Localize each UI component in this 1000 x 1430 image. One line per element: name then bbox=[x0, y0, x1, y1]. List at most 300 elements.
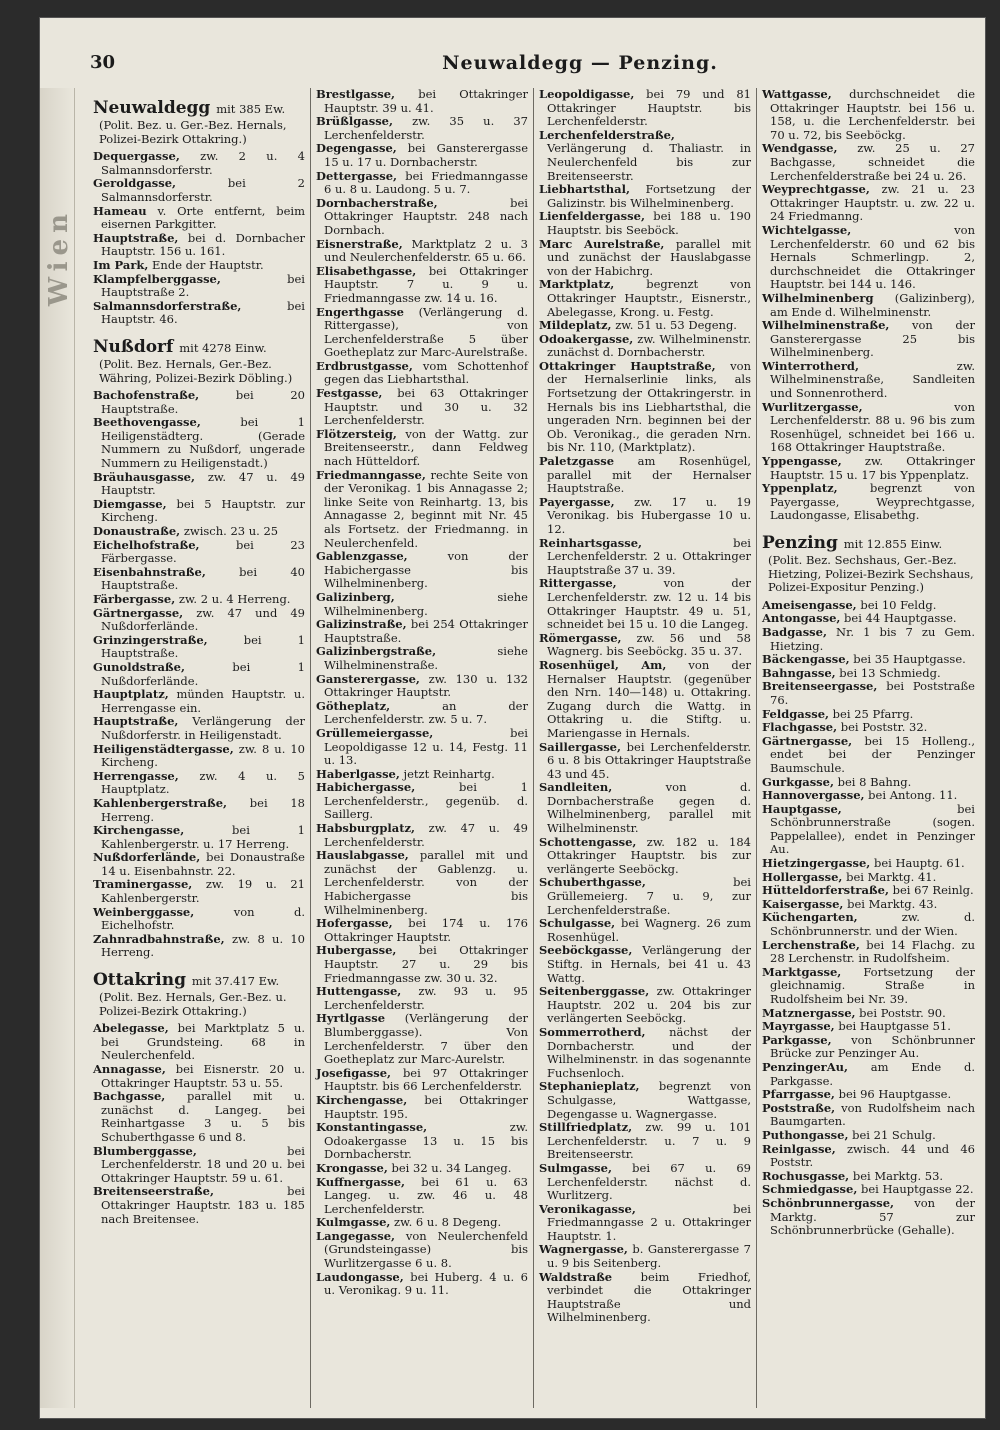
street-description: von der Gansterergasse 25 bis Wilhelminenberg. bbox=[770, 318, 975, 360]
street-description: zw. 56 und 58 Wagnerg. bis Seeböckg. 35 u. 37. bbox=[547, 630, 751, 659]
street-entry bbox=[93, 933, 305, 960]
street-description: am Rosenhügel, parallel mit der Hernalser Hauptstraße. bbox=[547, 454, 751, 496]
street-description: zw. 8 u. 10 Herreng. bbox=[101, 931, 305, 960]
street-name: Dornbacherstraße, bbox=[316, 195, 438, 210]
street-name: Winterrotherd, bbox=[762, 358, 859, 373]
street-entry bbox=[762, 966, 975, 1007]
street-name: Weyprechtgasse, bbox=[762, 182, 870, 197]
street-name: Eichelhofstraße, bbox=[93, 537, 200, 552]
street-name: Haberlgasse, bbox=[316, 766, 400, 781]
street-name: Josefigasse, bbox=[316, 1065, 392, 1080]
street-description: bei Lerchenfelderstr. 2 u. Ottakringer Hauptstraße 37 u. 39. bbox=[547, 535, 751, 577]
street-name: Eisenbahnstraße, bbox=[93, 564, 206, 579]
street-description: zw. 21 u. 23 Ottakringer Hauptstr. u. zw. 22 u. 24 Friedmanng. bbox=[770, 182, 975, 224]
street-entry bbox=[539, 537, 751, 578]
district-note: (Polit. Bez. Hernals, Ger.-Bez. u. Polizei-Bezirk Ottakring.) bbox=[99, 990, 287, 1018]
street-entry bbox=[316, 985, 528, 1012]
running-head: Neuwaldegg — Penzing. bbox=[442, 52, 718, 74]
street-name: Langegasse, bbox=[316, 1228, 396, 1243]
street-entry bbox=[93, 566, 305, 593]
street-name: Sandleiten, bbox=[539, 780, 613, 795]
street-description: bei Huberg. 4 u. 6 u. Veronikag. 9 u. 11. bbox=[324, 1269, 528, 1298]
street-name: Färbergasse, bbox=[93, 592, 176, 606]
street-entry bbox=[316, 700, 528, 727]
street-entry bbox=[762, 1170, 975, 1184]
street-name: Marc Aurelstraße, bbox=[539, 236, 665, 251]
street-entry bbox=[316, 618, 528, 645]
street-description: bei 79 und 81 Ottakringer Hauptstr. bis Lerchenfelderstr. bbox=[547, 88, 751, 129]
street-description: (Verlängerung d. Rittergasse), von Lerchenfelderstraße 5 über Goetheplatz zur Marc-Aurelstraße. bbox=[324, 304, 528, 360]
street-entry bbox=[762, 708, 975, 722]
street-description: bei 1 Hauptstraße. bbox=[101, 632, 305, 661]
street-entry bbox=[93, 634, 305, 661]
street-name: Wilhelminenstraße, bbox=[762, 318, 890, 333]
street-description: bei Ottakringer Hauptstr. 248 nach Dornbach. bbox=[324, 195, 528, 237]
street-entry bbox=[93, 607, 305, 634]
street-description: bei Lerchenfelderstr. 18 und 20 u. bei Ottakringer Hauptstr. 59 u. 61. bbox=[101, 1143, 305, 1185]
street-name: Breitenseergasse, bbox=[762, 679, 878, 694]
district-note: (Polit. Bez. Hernals, Ger.-Bez. Währing, Polizei-Bezirk Döbling.) bbox=[99, 356, 293, 385]
street-description: bei 67 u. 69 Lerchenfelderstr. nächst d. Wurlitzerg. bbox=[547, 1160, 751, 1203]
column-4 bbox=[757, 88, 980, 1408]
street-description: von der Lerchenfelderstr. zw. 12 u. 14 bis Ottakringer Hauptstr. 49 u. 51, schneidet bei 15 u. 10 die Langeg. bbox=[547, 576, 751, 632]
street-description: von Lerchenfelderstr. 88 u. 96 bis zum Rosenhügel, schneidet bei 166 u. 168 Ottakringer Hauptstraße. bbox=[770, 399, 975, 455]
street-description: von d. Dornbacherstraße gegen d. Wilhelminenberg, parallel mit Wilhelminenstr. bbox=[547, 780, 751, 836]
street-name: Wagnergasse, bbox=[539, 1242, 628, 1257]
street-entry bbox=[762, 1020, 975, 1034]
street-name: Bachofenstraße, bbox=[93, 388, 200, 403]
street-name: Brüßlgasse, bbox=[316, 114, 394, 129]
street-name: Waldstraße bbox=[539, 1269, 613, 1284]
street-name: Rochusgasse, bbox=[762, 1168, 850, 1183]
street-entry bbox=[93, 797, 305, 824]
street-entry bbox=[539, 659, 751, 741]
street-entry bbox=[762, 455, 975, 482]
street-name: Abelegasse, bbox=[93, 1021, 169, 1036]
street-description: bei Poststr. 32. bbox=[837, 720, 928, 735]
street-entry bbox=[762, 653, 975, 667]
street-description: zw. 17 u. 19 Veronikag. bis Hubergasse 10 u. 12. bbox=[547, 494, 751, 536]
street-entry bbox=[316, 387, 528, 428]
street-name: Habichergasse, bbox=[316, 780, 416, 795]
street-name: Hietzingergasse, bbox=[762, 856, 871, 871]
street-name: Elisabethgasse, bbox=[316, 263, 417, 278]
street-description: von Lerchenfelderstr. 60 und 62 bis Hernals Schmerlingp. 2, durchschneidet die Ottakringer Hauptstr. bei 144 u. 146. bbox=[770, 222, 975, 292]
street-entry bbox=[93, 232, 305, 259]
street-name: Rosenhügel, Am, bbox=[539, 657, 667, 672]
street-name: Schmiedgasse, bbox=[762, 1182, 858, 1197]
street-name: Wichtelgasse, bbox=[762, 222, 852, 237]
street-entry bbox=[762, 911, 975, 938]
street-entry bbox=[93, 851, 305, 878]
column-3 bbox=[534, 88, 757, 1408]
street-entry bbox=[762, 360, 975, 401]
street-entry bbox=[762, 224, 975, 292]
street-description: zw. Ottakringer Hauptstr. 202 u. 204 bis zur verlängerten Seeböckg. bbox=[547, 984, 751, 1026]
street-name: Degengasse, bbox=[316, 141, 397, 156]
street-name: Krongasse, bbox=[316, 1160, 388, 1175]
street-name: Römergasse, bbox=[539, 630, 622, 645]
street-description: zw. 35 u. 37 Lerchenfelderstr. bbox=[324, 114, 528, 142]
street-entry bbox=[762, 680, 975, 707]
street-entry bbox=[539, 836, 751, 877]
street-entry bbox=[93, 471, 305, 498]
street-description: Verlängerung der Nußdorferstr. in Heiligenstadt. bbox=[101, 714, 305, 742]
district-heading bbox=[93, 337, 305, 385]
street-entry bbox=[316, 115, 528, 142]
street-name: Parkgasse, bbox=[762, 1032, 832, 1047]
street-entry bbox=[316, 1271, 528, 1298]
street-name: Huttengasse, bbox=[316, 984, 402, 999]
street-entry bbox=[762, 898, 975, 912]
street-description: zw. 93 u. 95 Lerchenfelderstr. bbox=[324, 984, 528, 1012]
street-description: bei 35 Hauptgasse. bbox=[849, 652, 966, 667]
street-name: Mildeplatz, bbox=[539, 318, 612, 333]
street-description: bei 20 Hauptstraße. bbox=[101, 388, 305, 416]
street-entry bbox=[762, 871, 975, 885]
street-entry bbox=[316, 781, 528, 822]
street-name: Wendgasse, bbox=[762, 141, 838, 156]
street-entry bbox=[762, 1197, 975, 1238]
street-name: Seitenberggasse, bbox=[539, 984, 650, 999]
street-entry bbox=[93, 1022, 305, 1063]
street-description: Verlängerung d. Thaliastr. in Neulerchenfeld bis zur Breitenseerstr. bbox=[547, 141, 751, 183]
street-entry bbox=[539, 496, 751, 537]
street-name: Stillfriedplatz, bbox=[539, 1120, 633, 1135]
district-name: Penzing mit 12.855 Einw. bbox=[762, 533, 943, 553]
street-name: Kirchengasse, bbox=[93, 823, 185, 838]
street-description: münden Hauptstr. u. Herrengasse ein. bbox=[101, 687, 305, 715]
street-name: Mayrgasse, bbox=[762, 1019, 835, 1034]
street-entry bbox=[762, 721, 975, 735]
street-entry bbox=[93, 150, 305, 177]
street-name: Reinhartsgasse, bbox=[539, 535, 643, 550]
street-name: Hannovergasse, bbox=[762, 788, 865, 803]
street-name: Kahlenbergerstraße, bbox=[93, 795, 228, 810]
street-description: bei Lerchenfelderstr. 6 u. 8 bis Ottakringer Hauptstraße 43 und 45. bbox=[547, 739, 751, 781]
street-entry bbox=[762, 292, 975, 319]
street-entry bbox=[539, 1243, 751, 1270]
street-description: bei 61 u. 63 Langeg. u. zw. 46 u. 48 Lerchenfelderstr. bbox=[324, 1174, 528, 1216]
street-name: Flachgasse, bbox=[762, 720, 838, 735]
street-name: Flötzersteig, bbox=[316, 426, 397, 441]
street-entry bbox=[539, 333, 751, 360]
street-description: bei 5 Hauptstr. zur Kircheng. bbox=[101, 496, 305, 525]
street-description: zw. Wilhelminenstraße, Sandleiten und Sonnenrotherd. bbox=[770, 358, 975, 401]
street-name: Gurkgasse, bbox=[762, 774, 834, 789]
street-name: Ameisengasse, bbox=[762, 597, 857, 612]
street-description: bei Hauptgasse 22. bbox=[857, 1182, 974, 1197]
street-name: Reinlgasse, bbox=[762, 1141, 836, 1156]
street-entry bbox=[93, 416, 305, 470]
street-description: parallel mit u. zunächst d. Langeg. bei Reinhartgasse 3 u. 5 bis Schuberthgasse 6 und 8. bbox=[101, 1089, 305, 1144]
street-description: bei 8 Bahng. bbox=[833, 774, 912, 789]
street-name: Kirchengasse, bbox=[316, 1092, 408, 1107]
street-description: bei 1 Heiligenstädterg. (Gerade Nummern zu Nußdorf, ungerade Nummern zu Heiligenstadt.) bbox=[101, 415, 305, 471]
street-name: Hauptstraße, bbox=[93, 714, 179, 729]
street-entry bbox=[316, 768, 528, 782]
street-name: Hubergasse, bbox=[316, 943, 397, 958]
street-entry bbox=[316, 1162, 528, 1176]
street-name: Blumberggasse, bbox=[93, 1143, 197, 1158]
street-description: bei Leopoldigasse 12 u. 14, Festg. 11 u. 13. bbox=[324, 725, 528, 768]
street-name: Grüllemeiergasse, bbox=[316, 725, 434, 740]
street-name: Feldgasse, bbox=[762, 706, 830, 721]
street-description: bei 1 Kahlenbergerstr. u. 17 Herreng. bbox=[101, 823, 305, 851]
street-description: von der Wattg. zur Breitenseerstr., dann Feldweg nach Hütteldorf. bbox=[324, 426, 528, 469]
street-entry bbox=[316, 265, 528, 306]
street-entry bbox=[762, 1102, 975, 1129]
street-description: Nr. 1 bis 7 zu Gem. Hietzing. bbox=[770, 624, 975, 653]
street-description: vom Schottenhof gegen das Liebhartsthal. bbox=[324, 358, 528, 387]
page-number: 30 bbox=[90, 52, 116, 73]
street-description: begrenzt von Payergasse, Weyprechtgasse, Laudongasse, Elisabethg. bbox=[770, 481, 975, 523]
street-name: Salmannsdorferstraße, bbox=[93, 298, 242, 313]
street-entry bbox=[316, 550, 528, 591]
street-entry bbox=[762, 776, 975, 790]
street-description: zw. 182 u. 184 Ottakringer Hauptstr. bis zur verlängerte Seeböckg. bbox=[547, 834, 751, 876]
street-description: bei Schönbrunnerstraße (sogen. Pappelallee), endet in Penzinger Au. bbox=[770, 801, 975, 857]
street-entry bbox=[539, 129, 751, 183]
street-description: v. Orte entfernt, beim eisernen Parkgitter. bbox=[101, 203, 305, 232]
street-description: bei 32 u. 34 Langeg. bbox=[387, 1160, 512, 1175]
street-name: Hollergasse, bbox=[762, 869, 843, 884]
street-description: bei Hauptstr. 46. bbox=[101, 298, 305, 327]
street-entry bbox=[539, 577, 751, 631]
street-name: Galizinstraße, bbox=[316, 617, 407, 632]
street-description: zw. d. Schönbrunnerstr. und der Wien. bbox=[770, 910, 975, 939]
street-description: siehe Wilhelminenstraße. bbox=[324, 644, 528, 672]
street-name: Hauslabgasse, bbox=[316, 848, 409, 863]
street-entry bbox=[93, 389, 305, 416]
district-name: Neuwaldegg mit 385 Ew. bbox=[93, 98, 286, 118]
street-entry bbox=[762, 626, 975, 653]
street-entry bbox=[93, 715, 305, 742]
street-entry bbox=[316, 1121, 528, 1162]
street-description: bei Poststraße 76. bbox=[770, 679, 975, 707]
street-description: bei Ottakringer Hauptstr. 183 u. 185 nach Breitensee. bbox=[101, 1184, 305, 1226]
street-name: Dequergasse, bbox=[93, 149, 180, 164]
street-entry bbox=[93, 770, 305, 797]
street-name: Veronikagasse, bbox=[539, 1201, 636, 1216]
street-entry bbox=[539, 88, 751, 129]
street-description: bei Ottakringer Hauptstr. 195. bbox=[324, 1092, 528, 1121]
street-entry bbox=[539, 944, 751, 985]
street-name: Beethovengasse, bbox=[93, 415, 201, 430]
street-name: Marktgasse, bbox=[762, 964, 842, 979]
street-description: zw. 19 u. 21 Kahlenbergerstr. bbox=[101, 877, 305, 906]
street-entry bbox=[93, 300, 305, 327]
street-description: zwisch. 44 und 46 Poststr. bbox=[770, 1141, 975, 1170]
street-entry bbox=[93, 593, 305, 607]
street-entry bbox=[539, 876, 751, 917]
street-entry bbox=[539, 917, 751, 944]
street-entry bbox=[539, 183, 751, 210]
street-description: von Schönbrunner Brücke zur Penzinger Au. bbox=[770, 1032, 975, 1061]
street-name: Kaisergasse, bbox=[762, 896, 844, 911]
street-entry bbox=[316, 1012, 528, 1066]
street-description: zw. 2 u. 4 Herreng. bbox=[175, 592, 291, 606]
street-name: Odoakergasse, bbox=[539, 331, 634, 346]
street-entry bbox=[316, 142, 528, 169]
street-entry bbox=[762, 1183, 975, 1197]
street-description: zw. Wilhelminenstr. zunächst d. Dornbacherstr. bbox=[547, 331, 751, 360]
street-description: durchschneidet die Ottakringer Hauptstr. bei 156 u. 158, u. die Lerchenfelderstr. bei 70 u. 72, bis Seeböckg. bbox=[770, 88, 975, 142]
street-description: bei Poststr. 90. bbox=[855, 1005, 946, 1020]
street-entry bbox=[316, 727, 528, 768]
street-name: Puthongasse, bbox=[762, 1127, 849, 1142]
street-description: zw. 8 u. 10 Kircheng. bbox=[101, 741, 305, 770]
street-name: Hütteldorferstraße, bbox=[762, 883, 889, 898]
street-description: zw. Ottakringer Hauptstr. 15 u. 17 bis Yppenplatz. bbox=[770, 454, 975, 482]
street-name: Hauptplatz, bbox=[93, 687, 169, 702]
district-population: mit 12.855 Einw. bbox=[843, 537, 943, 551]
street-description: begrenzt von Ottakringer Hauptstr., Eisnerstr., Abelegasse, Krong. u. Festg. bbox=[547, 277, 751, 319]
street-name: Liebhartsthal, bbox=[539, 182, 630, 197]
street-description: (Galizinberg), am Ende d. Wilhelminenstr. bbox=[770, 290, 975, 319]
street-name: Donaustraße, bbox=[93, 524, 181, 539]
street-description: bei Ottakringer Hauptstr. 7 u. 9 u. Friedmanngasse zw. 14 u. 16. bbox=[324, 263, 528, 305]
street-name: Gablenzgasse, bbox=[316, 549, 408, 564]
street-description: Fortsetzung der Galizinstr. bis Wilhelminenberg. bbox=[547, 182, 751, 210]
street-name: Schottengasse, bbox=[539, 834, 637, 849]
street-name: Galizinberg, bbox=[316, 589, 395, 604]
street-name: Pfarrgasse, bbox=[762, 1087, 835, 1102]
street-entry bbox=[316, 673, 528, 700]
street-name: Gansterergasse, bbox=[316, 671, 420, 686]
district-population: mit 4278 Einw. bbox=[179, 340, 267, 355]
street-entry bbox=[762, 735, 975, 776]
district-note: (Polit. Bez. Sechshaus, Ger.-Bez. Hietzing, Polizei-Bezirk Sechshaus, Polizei-Expositur Penzing.) bbox=[768, 553, 974, 595]
street-description: bei 15 Holleng., endet bei der Penzinger Baumschule. bbox=[770, 733, 975, 775]
street-entry bbox=[762, 1143, 975, 1170]
street-description: rechte Seite von der Veronikag. 1 bis Annagasse 2; linke Seite von Reinhartg. 13, bis Annagasse 2, beginnt mit Nr. 45 als Fortsetz. der Friedmanng. in Neulerchenfeld. bbox=[324, 467, 528, 550]
street-name: Wurlitzergasse, bbox=[762, 399, 863, 414]
street-name: Bäckengasse, bbox=[762, 652, 850, 667]
street-entry bbox=[762, 789, 975, 803]
street-name: Saillergasse, bbox=[539, 739, 621, 754]
street-name: Küchengarten, bbox=[762, 910, 858, 925]
street-description: bei Friedmanngasse 6 u. 8 u. Laudong. 5 u. 7. bbox=[324, 168, 528, 197]
street-entry bbox=[762, 482, 975, 523]
street-name: Leopoldigasse, bbox=[539, 88, 635, 101]
street-entry bbox=[316, 1094, 528, 1121]
street-entry bbox=[93, 273, 305, 300]
street-description: von der Marktg. 57 zur Schönbrunnerbrücke (Gehalle). bbox=[770, 1195, 975, 1238]
street-name: Payergasse, bbox=[539, 494, 615, 509]
street-name: Wattgasse, bbox=[762, 88, 832, 101]
street-description: bei Wagnerg. 26 zum Rosenhügel. bbox=[547, 916, 751, 944]
street-entry bbox=[762, 1129, 975, 1143]
street-description: bei 67 Reinlg. bbox=[888, 883, 974, 898]
street-entry bbox=[316, 917, 528, 944]
street-description: bei 13 Schmiedg. bbox=[835, 665, 941, 680]
street-description: bei 14 Flachg. zu 28 Lerchenstr. in Rudolfsheim. bbox=[770, 937, 975, 966]
street-name: Bachgasse, bbox=[93, 1089, 166, 1104]
street-description: bei d. Dornbacher Hauptstr. 156 u. 161. bbox=[101, 230, 305, 259]
street-name: Lerchenstraße, bbox=[762, 937, 860, 952]
street-description: zw. 47 u. 49 Hauptstr. bbox=[101, 469, 305, 498]
street-entry bbox=[539, 1203, 751, 1244]
street-description: bei Hauptgasse 51. bbox=[834, 1019, 951, 1034]
street-name: Poststraße, bbox=[762, 1100, 836, 1115]
street-name: Schulgasse, bbox=[539, 916, 616, 931]
street-name: Diemgasse, bbox=[93, 496, 167, 511]
street-name: Gärtnergasse, bbox=[762, 733, 853, 748]
street-entry bbox=[762, 1034, 975, 1061]
district-population: mit 37.417 Ew. bbox=[191, 974, 280, 989]
street-entry bbox=[316, 1176, 528, 1217]
street-description: b. Gansterergasse 7 u. 9 bis Seitenberg. bbox=[547, 1242, 751, 1271]
street-entry bbox=[93, 824, 305, 851]
street-description: bei Marktg. 43. bbox=[843, 896, 938, 911]
street-entry bbox=[539, 781, 751, 835]
street-entry bbox=[93, 906, 305, 933]
street-entry bbox=[93, 498, 305, 525]
street-entry bbox=[316, 645, 528, 672]
street-entry bbox=[93, 688, 305, 715]
street-description: von der Habichergasse bis Wilhelminenberg. bbox=[324, 549, 528, 591]
street-entry bbox=[316, 1216, 528, 1230]
street-name: Antongasse, bbox=[762, 611, 841, 626]
street-description: zwisch. 23 u. 25 bbox=[180, 524, 279, 539]
street-entry bbox=[93, 177, 305, 204]
street-description: an der Lerchenfelderstr. zw. 5 u. 7. bbox=[324, 698, 528, 727]
street-name: Wilhelminenberg bbox=[762, 290, 874, 305]
district-heading bbox=[93, 970, 305, 1018]
column-1 bbox=[88, 88, 311, 1408]
street-name: Laudongasse, bbox=[316, 1269, 404, 1284]
street-name: Yppenplatz, bbox=[762, 481, 838, 496]
street-description: bei Ottakringer Hauptstr. 39 u. 41. bbox=[324, 88, 528, 115]
street-entry bbox=[539, 238, 751, 279]
street-name: Im Park, bbox=[93, 257, 149, 272]
street-name: Konstantingasse, bbox=[316, 1120, 428, 1135]
street-description: nächst der Dornbacherstr. und der Wilhelminenstr. in das sogenannte Fuchsenloch. bbox=[547, 1024, 751, 1080]
street-name: Matznergasse, bbox=[762, 1005, 856, 1020]
street-description: jetzt Reinhartg. bbox=[399, 766, 495, 781]
street-entry bbox=[316, 822, 528, 849]
street-name: Lienfeldergasse, bbox=[539, 209, 645, 224]
street-name: Eisnerstraße, bbox=[316, 236, 403, 251]
street-description: zw. 47 und 49 Nußdorferlände. bbox=[101, 605, 305, 634]
street-name: Zahnradbahnstraße, bbox=[93, 931, 225, 946]
street-name: PenzingerAu, bbox=[762, 1059, 848, 1074]
street-description: zw. 51 u. 53 Degeng. bbox=[611, 318, 737, 333]
street-name: Hofergasse, bbox=[316, 916, 393, 931]
street-description: bei 254 Ottakringer Hauptstraße. bbox=[324, 617, 528, 645]
district-note: (Polit. Bez. u. Ger.-Bez. Hernals, Polizei-Bezirk Ottakring.) bbox=[99, 118, 287, 146]
street-name: Gunoldstraße, bbox=[93, 659, 185, 674]
street-description: zw. Odoakergasse 13 u. 15 bis Dornbacherstr. bbox=[324, 1120, 528, 1162]
street-name: Breitenseerstraße, bbox=[93, 1184, 214, 1199]
street-description: bei 40 Hauptstraße. bbox=[101, 564, 305, 593]
street-name: Hameau bbox=[93, 203, 147, 218]
street-description: bei 23 Färbergasse. bbox=[101, 537, 305, 566]
street-entry bbox=[93, 1090, 305, 1144]
street-entry bbox=[762, 612, 975, 626]
street-entry bbox=[316, 360, 528, 387]
street-entry bbox=[762, 1061, 975, 1088]
street-entry bbox=[762, 88, 975, 142]
street-name: Ottakringer Hauptstraße, bbox=[539, 358, 716, 373]
street-entry bbox=[316, 88, 528, 115]
street-name: Schönbrunnergasse, bbox=[762, 1195, 895, 1210]
street-name: Festgasse, bbox=[316, 386, 383, 401]
street-description: bei Antong. 11. bbox=[864, 788, 958, 803]
street-entry bbox=[93, 539, 305, 566]
street-description: Ende der Hauptstr. bbox=[148, 257, 264, 272]
